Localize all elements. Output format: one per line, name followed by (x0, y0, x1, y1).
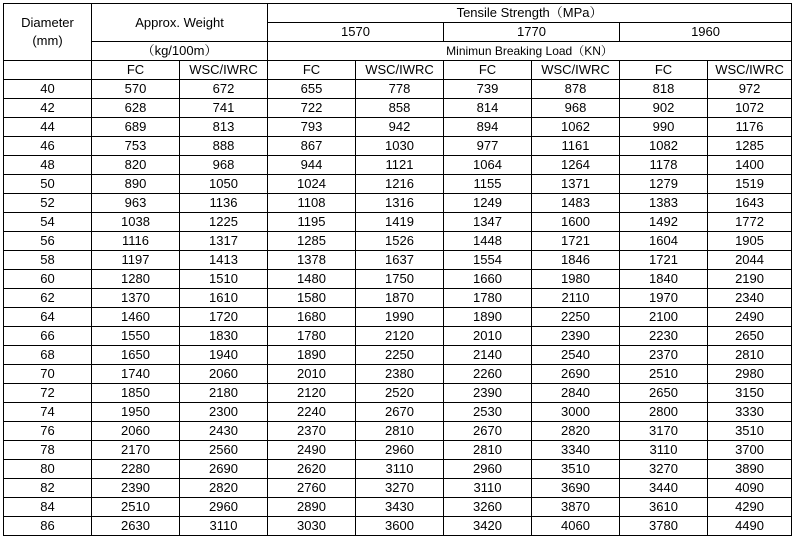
table-cell: 3330 (708, 403, 792, 422)
grade-1960-header: 1960 (620, 23, 792, 42)
table-cell: 1161 (532, 137, 620, 156)
table-cell: 2250 (532, 308, 620, 327)
table-cell: 2760 (268, 479, 356, 498)
table-cell: 2370 (268, 422, 356, 441)
table-cell: 1940 (180, 346, 268, 365)
table-cell: 628 (92, 99, 180, 118)
table-cell: 4090 (708, 479, 792, 498)
table-cell: 1249 (444, 194, 532, 213)
table-cell: 1280 (92, 270, 180, 289)
table-cell: 968 (532, 99, 620, 118)
table-cell: 1772 (708, 213, 792, 232)
table-cell: 2520 (356, 384, 444, 403)
table-cell: 3000 (532, 403, 620, 422)
table-cell: 2120 (356, 327, 444, 346)
diameter-cell: 72 (4, 384, 92, 403)
table-cell: 1216 (356, 175, 444, 194)
table-cell: 2010 (268, 365, 356, 384)
table-cell: 2650 (620, 384, 708, 403)
table-cell: 2960 (356, 441, 444, 460)
table-cell: 2230 (620, 327, 708, 346)
table-cell: 1116 (92, 232, 180, 251)
table-row (4, 517, 792, 536)
table-cell: 2960 (180, 498, 268, 517)
load-1570-wsc-header: WSC/IWRC (356, 61, 444, 80)
table-cell: 2300 (180, 403, 268, 422)
table-cell: 1317 (180, 232, 268, 251)
diameter-cell: 78 (4, 441, 92, 460)
table-cell: 1316 (356, 194, 444, 213)
table-cell: 1905 (708, 232, 792, 251)
table-cell: 977 (444, 137, 532, 156)
table-cell: 2120 (268, 384, 356, 403)
table-cell: 2430 (180, 422, 268, 441)
table-cell: 1197 (92, 251, 180, 270)
table-cell: 2510 (92, 498, 180, 517)
diameter-unit: (mm) (32, 33, 63, 48)
table-cell: 570 (92, 80, 180, 99)
table-cell: 1721 (620, 251, 708, 270)
table-cell: 1136 (180, 194, 268, 213)
table-cell: 1264 (532, 156, 620, 175)
table-cell: 2690 (532, 365, 620, 384)
grade-1770-header: 1770 (444, 23, 620, 42)
table-cell: 1720 (180, 308, 268, 327)
table-cell: 2390 (532, 327, 620, 346)
table-cell: 1072 (708, 99, 792, 118)
table-cell: 2540 (532, 346, 620, 365)
table-cell: 1062 (532, 118, 620, 137)
table-cell: 2670 (356, 403, 444, 422)
table-cell: 1038 (92, 213, 180, 232)
diameter-cell: 50 (4, 175, 92, 194)
table-cell: 655 (268, 80, 356, 99)
table-cell: 3030 (268, 517, 356, 536)
table-cell: 990 (620, 118, 708, 137)
table-cell: 1285 (268, 232, 356, 251)
table-cell: 1990 (356, 308, 444, 327)
diameter-cell: 68 (4, 346, 92, 365)
diameter-cell: 56 (4, 232, 92, 251)
table-cell: 888 (180, 137, 268, 156)
table-cell: 1050 (180, 175, 268, 194)
weight-unit-header: （kg/100m） (92, 42, 268, 61)
table-cell: 1721 (532, 232, 620, 251)
table-cell: 2340 (708, 289, 792, 308)
table-cell: 3780 (620, 517, 708, 536)
table-cell: 902 (620, 99, 708, 118)
table-cell: 3440 (620, 479, 708, 498)
diameter-cell: 42 (4, 99, 92, 118)
table-cell: 3430 (356, 498, 444, 517)
table-cell: 3890 (708, 460, 792, 479)
table-cell: 2370 (620, 346, 708, 365)
diameter-cell: 54 (4, 213, 92, 232)
diameter-cell: 52 (4, 194, 92, 213)
diameter-cell: 76 (4, 422, 92, 441)
load-1960-wsc-header: WSC/IWRC (708, 61, 792, 80)
table-cell: 793 (268, 118, 356, 137)
table-cell: 894 (444, 118, 532, 137)
table-cell: 968 (180, 156, 268, 175)
table-cell: 1400 (708, 156, 792, 175)
table-row (4, 175, 792, 194)
table-row (4, 403, 792, 422)
table-cell: 2490 (268, 441, 356, 460)
table-cell: 1554 (444, 251, 532, 270)
table-cell: 1890 (444, 308, 532, 327)
table-cell: 741 (180, 99, 268, 118)
table-cell: 878 (532, 80, 620, 99)
table-row (4, 479, 792, 498)
table-cell: 1347 (444, 213, 532, 232)
table-cell: 2110 (532, 289, 620, 308)
table-cell: 1064 (444, 156, 532, 175)
diameter-cell: 64 (4, 308, 92, 327)
table-cell: 3270 (620, 460, 708, 479)
min-breaking-load-header: Minimun Breaking Load（KN） (268, 42, 792, 61)
diameter-cell: 82 (4, 479, 92, 498)
table-cell: 3700 (708, 441, 792, 460)
document (3, 3, 792, 536)
table-row (4, 194, 792, 213)
table-body (4, 80, 792, 536)
load-1770-wsc-header: WSC/IWRC (532, 61, 620, 80)
table-cell: 1082 (620, 137, 708, 156)
diameter-cell: 60 (4, 270, 92, 289)
table-cell: 1176 (708, 118, 792, 137)
table-cell: 2180 (180, 384, 268, 403)
table-row (4, 251, 792, 270)
diameter-cell: 58 (4, 251, 92, 270)
table-row (4, 498, 792, 517)
table-cell: 1680 (268, 308, 356, 327)
table-cell: 1870 (356, 289, 444, 308)
table-row (4, 441, 792, 460)
table-row (4, 308, 792, 327)
table-row (4, 99, 792, 118)
table-row (4, 137, 792, 156)
table-cell: 4060 (532, 517, 620, 536)
table-cell: 1370 (92, 289, 180, 308)
table-cell: 820 (92, 156, 180, 175)
table-cell: 753 (92, 137, 180, 156)
table-cell: 2980 (708, 365, 792, 384)
table-cell: 1419 (356, 213, 444, 232)
table-cell: 1030 (356, 137, 444, 156)
table-cell: 2560 (180, 441, 268, 460)
load-1770-fc-header: FC (444, 61, 532, 80)
diameter-cell: 62 (4, 289, 92, 308)
table-cell: 739 (444, 80, 532, 99)
table-cell: 867 (268, 137, 356, 156)
diameter-cell: 80 (4, 460, 92, 479)
table-cell: 2510 (620, 365, 708, 384)
table-cell: 2810 (356, 422, 444, 441)
table-cell: 3600 (356, 517, 444, 536)
table-cell: 1580 (268, 289, 356, 308)
table-cell: 1950 (92, 403, 180, 422)
diameter-header (4, 4, 92, 61)
table-cell: 1550 (92, 327, 180, 346)
table-cell: 3110 (180, 517, 268, 536)
table-row (4, 289, 792, 308)
table-cell: 2650 (708, 327, 792, 346)
table-cell: 2240 (268, 403, 356, 422)
table-cell: 1850 (92, 384, 180, 403)
table-cell: 1383 (620, 194, 708, 213)
diameter-cell: 74 (4, 403, 92, 422)
table-cell: 722 (268, 99, 356, 118)
table-row (4, 346, 792, 365)
table-cell: 1460 (92, 308, 180, 327)
table-cell: 2190 (708, 270, 792, 289)
table-cell: 1178 (620, 156, 708, 175)
table-cell: 3270 (356, 479, 444, 498)
table-cell: 2620 (268, 460, 356, 479)
table-cell: 1155 (444, 175, 532, 194)
diameter-blank-header (4, 61, 92, 80)
table-cell: 3870 (532, 498, 620, 517)
table-cell: 1970 (620, 289, 708, 308)
table-cell: 890 (92, 175, 180, 194)
table-cell: 1371 (532, 175, 620, 194)
table-cell: 1279 (620, 175, 708, 194)
table-cell: 1492 (620, 213, 708, 232)
table-cell: 3510 (708, 422, 792, 441)
table-row (4, 213, 792, 232)
table-cell: 3510 (532, 460, 620, 479)
weight-wsc-header: WSC/IWRC (180, 61, 268, 80)
table-cell: 2840 (532, 384, 620, 403)
table-cell: 3110 (620, 441, 708, 460)
table-cell: 1840 (620, 270, 708, 289)
table-cell: 944 (268, 156, 356, 175)
table-cell: 3690 (532, 479, 620, 498)
table-row (4, 422, 792, 441)
table-cell: 1750 (356, 270, 444, 289)
table-cell: 3420 (444, 517, 532, 536)
table-cell: 2170 (92, 441, 180, 460)
table-row (4, 365, 792, 384)
table-row (4, 232, 792, 251)
table-row (4, 327, 792, 346)
table-cell: 4490 (708, 517, 792, 536)
table-cell: 1740 (92, 365, 180, 384)
table-cell: 3150 (708, 384, 792, 403)
table-cell: 1637 (356, 251, 444, 270)
table-cell: 2390 (444, 384, 532, 403)
table-cell: 1448 (444, 232, 532, 251)
table-cell: 2690 (180, 460, 268, 479)
table-cell: 1483 (532, 194, 620, 213)
table-cell: 1980 (532, 270, 620, 289)
table-row (4, 384, 792, 403)
diameter-cell: 70 (4, 365, 92, 384)
table-cell: 2630 (92, 517, 180, 536)
table-cell: 4290 (708, 498, 792, 517)
table-row (4, 156, 792, 175)
load-1570-fc-header: FC (268, 61, 356, 80)
load-1960-fc-header: FC (620, 61, 708, 80)
table-cell: 2260 (444, 365, 532, 384)
diameter-cell: 84 (4, 498, 92, 517)
table-cell: 2250 (356, 346, 444, 365)
table-cell: 1780 (444, 289, 532, 308)
table-cell: 1108 (268, 194, 356, 213)
table-cell: 1519 (708, 175, 792, 194)
table-cell: 2530 (444, 403, 532, 422)
table-cell: 813 (180, 118, 268, 137)
wire-rope-spec-table (3, 3, 792, 536)
table-cell: 2810 (444, 441, 532, 460)
table-cell: 818 (620, 80, 708, 99)
table-cell: 1643 (708, 194, 792, 213)
table-cell: 2890 (268, 498, 356, 517)
table-cell: 1510 (180, 270, 268, 289)
table-cell: 972 (708, 80, 792, 99)
table-cell: 858 (356, 99, 444, 118)
diameter-cell: 66 (4, 327, 92, 346)
table-row (4, 460, 792, 479)
table-cell: 1650 (92, 346, 180, 365)
table-cell: 2280 (92, 460, 180, 479)
diameter-cell: 40 (4, 80, 92, 99)
table-cell: 2060 (92, 422, 180, 441)
table-cell: 2810 (708, 346, 792, 365)
table-cell: 1024 (268, 175, 356, 194)
table-cell: 2044 (708, 251, 792, 270)
table-cell: 3110 (444, 479, 532, 498)
table-cell: 3340 (532, 441, 620, 460)
table-cell: 1225 (180, 213, 268, 232)
table-cell: 2380 (356, 365, 444, 384)
table-cell: 1604 (620, 232, 708, 251)
table-cell: 1660 (444, 270, 532, 289)
diameter-cell: 44 (4, 118, 92, 137)
tensile-strength-header: Tensile Strength（MPa） (268, 4, 792, 23)
table-row (4, 80, 792, 99)
table-cell: 2820 (180, 479, 268, 498)
table-row (4, 270, 792, 289)
table-cell: 2100 (620, 308, 708, 327)
table-cell: 2670 (444, 422, 532, 441)
table-cell: 2800 (620, 403, 708, 422)
table-cell: 1830 (180, 327, 268, 346)
table-cell: 1526 (356, 232, 444, 251)
table-cell: 963 (92, 194, 180, 213)
table-cell: 689 (92, 118, 180, 137)
table-cell: 814 (444, 99, 532, 118)
table-cell: 3110 (356, 460, 444, 479)
table-cell: 1195 (268, 213, 356, 232)
table-cell: 2010 (444, 327, 532, 346)
table-cell: 778 (356, 80, 444, 99)
diameter-cell: 48 (4, 156, 92, 175)
table-cell: 3260 (444, 498, 532, 517)
grade-1570-header: 1570 (268, 23, 444, 42)
table-cell: 1780 (268, 327, 356, 346)
table-cell: 3170 (620, 422, 708, 441)
table-cell: 1413 (180, 251, 268, 270)
diameter-cell: 46 (4, 137, 92, 156)
table-cell: 2490 (708, 308, 792, 327)
table-cell: 2060 (180, 365, 268, 384)
table-cell: 1121 (356, 156, 444, 175)
table-cell: 1610 (180, 289, 268, 308)
table-cell: 1480 (268, 270, 356, 289)
diameter-label: Diameter (21, 15, 74, 30)
table-cell: 2140 (444, 346, 532, 365)
diameter-cell: 86 (4, 517, 92, 536)
table-cell: 2390 (92, 479, 180, 498)
table-cell: 942 (356, 118, 444, 137)
table-row (4, 118, 792, 137)
table-cell: 1285 (708, 137, 792, 156)
approx-weight-header: Approx. Weight (92, 4, 268, 42)
table-cell: 1846 (532, 251, 620, 270)
table-cell: 672 (180, 80, 268, 99)
table-cell: 2820 (532, 422, 620, 441)
table-cell: 2960 (444, 460, 532, 479)
table-cell: 1890 (268, 346, 356, 365)
weight-fc-header: FC (92, 61, 180, 80)
table-cell: 3610 (620, 498, 708, 517)
table-cell: 1378 (268, 251, 356, 270)
table-cell: 1600 (532, 213, 620, 232)
